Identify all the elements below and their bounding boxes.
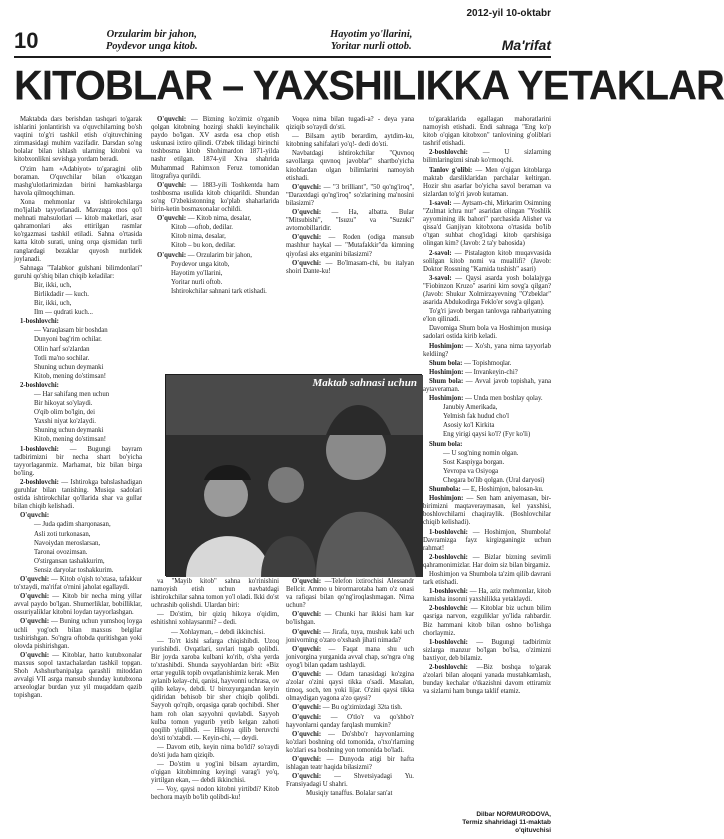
- paragraph: Shum bola: — Topishmoqlar.: [429, 359, 512, 367]
- paragraph: Hoshimjon va Shumbola ta'zim qilib davrani tark etishadi.: [423, 570, 551, 587]
- paragraph: O'qib olim bo'lgin, dei: [34, 409, 95, 417]
- paragraph: O'quvchi: — Do'shbo'r hayvonlarning ko'zlari boshning old tomonida, o'txo'rlarning ko'zlari esa boshning yon tomonida bo'ladi.: [286, 730, 414, 754]
- paragraph: — Har sahifang men uchun: [34, 391, 110, 398]
- paragraph: 2-boshlovchi: — Bizlar bizning sevimli qahramonimizlar. Har doim siz bilan birgamiz.: [423, 553, 551, 569]
- motto-right: [281, 29, 461, 53]
- paragraph: Yevropa va Osiyoga: [443, 467, 499, 475]
- paragraph: O'quvchi: — Jirafa, tuya, mushuk kabi uch jonivorning o'zaro o'xshash jihati nimada?: [286, 628, 414, 644]
- paragraph: Hoshimjon: — Unda men boshlay qolay.: [429, 395, 543, 403]
- paragraph: 2-boshlovchi: — U sizlarning bilimlaringizni sinab ko'rmoqchi.: [423, 149, 551, 165]
- article-title: KITOBLAR – YAXSHILIKKA YETAKLAR: [14, 62, 724, 110]
- article-photo: [165, 374, 422, 576]
- paragraph: O'quvchi: — Orzularim bir jahon,: [157, 251, 252, 259]
- paragraph: O'quvchi: — Kitob bir necha ming yillar avval paydo bo'lgan. Shumerliklar, bobilliklar, ossuriyaliklar kitobni loydan tayyorlashgan.: [14, 593, 142, 617]
- page-header: [14, 22, 551, 58]
- paragraph: 1-boshlovchi:: [20, 318, 59, 326]
- photo-caption: Maktab sahnasi uchun: [312, 377, 417, 389]
- paragraph: Kitob, mening do'stimsan!: [34, 372, 107, 380]
- column-3-bottom: [286, 578, 414, 817]
- paragraph: O'quvchi: — Bizning ko'zimiz o'rganib qolgan kitobning hozirgi shakli keyinchalik paydo bo'lgan. XV asrda esa chop etish uskunasi ixtiro qilindi. O'zbek tilidagi birinchi toshbosma kitob Shohimardon 1871-yilda nashr etilgan. 1874-yil Xiva shahrida Muhammad Rahimxon Feruz tomonidan litografiya qurildi.: [151, 116, 279, 180]
- paragraph: 1-boshlovchi: — Bugungi tadbirimiz sizlarga manzur bo'lgan bo'lsa, o'zimizni baxtiyor, deb bilamiz.: [423, 638, 551, 662]
- paragraph: 1-boshlovchi: — Bugungi bayram tadbirimizni bir necha shart bo'yicha tayyorlaganmiz. Marhamat, biz bilan birga bo'ling.: [14, 445, 142, 477]
- paragraph: 2-boshlovchi:: [20, 381, 59, 389]
- column-4: [423, 116, 551, 817]
- motto-left-line-2: Poydevor unga kitob.: [105, 41, 198, 52]
- paragraph: O'quvchi: — O'tlo'r va qo'shbo'r hayvonlarni qanday farqlash mumkin?: [286, 713, 414, 729]
- paragraph: Yaxshi niyat ko'zlaydi.: [34, 418, 96, 426]
- paragraph: 2-boshlovchi: —Biz boshqa to'garak a'zolari bilan aloqani yanada mustahkamlash, bunday kechalar o'tkazishni davom ettiramiz va sizlarni ham bunga taklif etamiz.: [423, 664, 551, 696]
- paragraph: Eng yirigi qaysi ko'l? (Fyr ko'li): [443, 431, 531, 439]
- photo-illustration: [166, 375, 423, 577]
- column-1: [14, 116, 142, 817]
- paragraph: — Davom etib, keyin nima bo'ldi? so'raydi do'sti juda ham qiziqib.: [151, 743, 279, 759]
- paragraph: Shuning uchun deymanki: [34, 427, 104, 435]
- paragraph: Ilm — qudrati kuch...: [34, 309, 93, 317]
- paragraph: Birlikdadir — kuch.: [34, 290, 89, 298]
- paragraph: va "Mayib kitob" sahna ko'rinishini namoyish etish uchun navbatdagi ishtirokchilar sahna tomon yo'l oladi. Ikki do'st uchrashib qolishdi. Ulardan biri:: [151, 578, 279, 610]
- paragraph: — Xohlayman, – debdi ikkinchisi.: [171, 628, 266, 636]
- column-3-top: [286, 116, 414, 372]
- paragraph: O'quvchi: — Kitob o'qish to'xtasa, tafakkur to'xtaydi, ma'rifat o'rnini jaholat egallaydi.: [14, 575, 142, 592]
- paragraph: 2-boshlovchi: — Ishtirokga bahslashadigan guruhlar bilan tanishing. Musiqa sadolari ostida ishtirokchilar qo'llarida shar va gullar bilan chiqib kelishadi.: [14, 478, 142, 511]
- paragraph: Kitob – bu kon, dedilar.: [171, 242, 236, 250]
- paragraph: Dunyoni bag'rim ochilar.: [34, 336, 102, 344]
- paragraph: 1-boshlovchi: — Hoshimjon, Shumbola! Davramizga fayz kirgizganingiz uchun rahmat!: [423, 528, 551, 552]
- page-number: 10: [14, 28, 39, 53]
- paragraph: Sost Kaspiyga borgan.: [443, 458, 505, 466]
- paragraph: Chegara bo'lib qolgan. (Ural daryosi): [443, 476, 545, 484]
- author-signature: [423, 811, 551, 835]
- author-role: o'qituvchisi: [515, 827, 551, 834]
- paragraph: O'quvchi: — Bu og'zimizdagi 32ta tish.: [292, 704, 403, 712]
- paragraph: O'quvchi: — Dunyoda atigi bir hafta ishlagan teatr haqida bilasizmi?: [286, 755, 414, 772]
- paragraph: — Juda qadim sharqonasan,: [34, 521, 111, 529]
- paragraph: — Bilsam aytib berardim, aytdim-ku, kitobning sahifalari yo'q!- dedi do'sti.: [286, 133, 414, 149]
- paragraph: O'zim ham «Adabiyot» to'garagini olib boraman. O'quvchilar bilan o'tkazgan mashg'ulotlarimizdan birini hamkasblarga havola qilmoqchiman.: [14, 165, 142, 197]
- paragraph: Kitob —oftob, dedilar.: [171, 224, 233, 232]
- paragraph: — To'rt kishi safarga chiqishibdi. Uzoq yurishibdi. Ovqatlari, suvlari tugab qolibdi. Bir joyda xaroba kulbani ko'rib, o'sha yerda to'xtashibdi. Shunda sayyohlardan biri: «Biz ertar yegulik topib ovqatlanishimiz kerak. Men aylanib kelay-chi, qanisi, hayvonni uchrasa, ov qilib kelay», debdi. U birozyurgandan keyin qidiridan behisob bir sher chiqib qolibdi. Sayyoh qo'rqib, orqasiga qarab qochibdi. Sher ham roh olan sayyohni quvlabdi. Sayyoh kulba tomon yugurib yetib kelgan zahoti qoqilib yiqilibdi. — Hikoya qilib beruvchi do'sti to'xtabdi. — Keyin-chi, — deydi.: [151, 637, 279, 742]
- motto-right-line-2: Yoritar nurli ottob.: [330, 41, 412, 52]
- paragraph: Bir hikoyat so'ylaydi.: [34, 400, 93, 408]
- paragraph: Ishtirokchilar sahnani tark etishadi.: [171, 287, 267, 295]
- paragraph: Yoritar nurli oftob.: [171, 278, 223, 286]
- paragraph: Shuning uchun deymanki: [34, 363, 104, 371]
- header-motto: [42, 29, 481, 56]
- column-2-top: [151, 116, 279, 372]
- paragraph: O'quvchi:: [20, 512, 50, 520]
- paragraph: O'stirgansan tashakkurim,: [34, 557, 105, 565]
- paragraph: 3-savol: — Qaysi asarda yosh bolalajyga "Fiobinzon Kruzo" asarini kim sovg'a qilgan? (Javob: Shukur Xolmirzayevning "O'zbeklar" asarida Abdukodirga Feklo'er sovg'a qilgan).: [423, 274, 551, 307]
- paragraph: Kitob, mening do'stimsan!: [34, 436, 107, 444]
- paragraph: — Do'stim u yog'ini bilsam aytardim, o'qigan kitobimning keyingi varag'i yo'q, yirtilgan ekan, — debdi ikkinchisi.: [151, 761, 279, 785]
- paragraph: O'quvchi: — Buning uchun yumshoq loyga uchli yog'och bilan maxsus belgilar tushirishgan. So'ngra oftobda quritishgan yoki olovda pishirishgan.: [14, 618, 142, 650]
- paragraph: Kitob nima, desalar,: [171, 233, 226, 241]
- paragraph: O'quvchi: — Kitob nima, desalar,: [157, 215, 252, 223]
- paragraph: Taronai ovozimsan.: [34, 548, 88, 556]
- paragraph: O'quvchi: — "3 brilliant", "50 qo'ng'iroq", "Daraxtdagi qo'ng'iroq" so'zlarining ma'nosini bilasizmi?: [286, 183, 414, 207]
- paragraph: Janubiy Amerikada,: [443, 404, 498, 412]
- paragraph: Bir, ikki, uch,: [34, 281, 72, 289]
- motto-right-line-1: Hayotim yo'llarini,: [330, 29, 413, 40]
- paragraph: Asosiy ko'l Kirkita: [443, 422, 495, 430]
- paragraph: To'g'ri javob bergan tanlovga rahbariyatning e'lon qilinadi.: [423, 308, 551, 324]
- paragraph: O'quvchi: — Bo'lmasam-chi, bu italyan shoiri Dante-ku!: [286, 259, 414, 275]
- paragraph: Shumbola: — E, Hoshimjon, balosan-ku.: [429, 486, 544, 494]
- paragraph: Navbatdagi ishtirokchilar "Quvnoq savollarga quvnoq javoblar" shartbo'yicha kitoblardan olgan bilimlarini namoyish etishadi.: [286, 150, 414, 182]
- paragraph: to'garaklarida egallagan mahoratlarini namoyish etishadi. Endi sahnaga "Eng ko'p kitob o'qigan kitobxon" tanlovining g'oliblari tashrif etishadi.: [423, 116, 551, 148]
- author-name: Dilbar NORMURODOVA,: [476, 811, 551, 818]
- paragraph: Bir, ikki, uch,: [34, 300, 72, 308]
- paragraph: Hoshimjon: — Invankeyin-chi?: [429, 368, 518, 376]
- paragraph: Hoshimjon: — Xo'sh, yana nima tayyorlab keldiing?: [423, 342, 551, 358]
- paragraph: Ollin harf so'zlardan: [34, 345, 90, 353]
- paragraph: — Varaqlasam bir boshdan: [34, 327, 108, 335]
- article-body: [14, 116, 551, 817]
- paragraph: O'quvchi: — Shvetsiyadagi Yu. Fransiyadagi U shahri.: [286, 773, 414, 789]
- issue-date: 2012-yil 10-oktabr: [466, 8, 551, 19]
- paragraph: O'quvchi: — 1883-yili Toshkentda ham toshbosma usulida kitob chiqarildi. Shundan so'ng O'zbekistonning ko'plab shaharlarida birin-ketin bosmaxonalar ochildi.: [151, 181, 279, 214]
- paragraph: Yelmish fak hudud cho'l: [443, 413, 510, 421]
- section-name: Ma'rifat: [501, 37, 551, 53]
- paragraph: O'quvchi: — Chunki har ikkisi ham kar bo'lishgan.: [286, 611, 414, 627]
- paragraph: Hayotim yo'llarini,: [171, 269, 223, 277]
- paragraph: — U sog'ning nomin olgan.: [443, 449, 519, 457]
- paragraph: Shum bola: — Avval javob topishah, yana aytaveraman.: [423, 377, 551, 393]
- paragraph: Maktabda dars berishdan tashqari to'garak ishlarini jonlantirish va o'quvchilarning bo'sh vaqtini to'g'ri tashkil etish o'qituvchining zimmasidagi muhim vazifadir. Darsdan so'ng bolalar bilan ishlash ularning kitobni va kitobxonlikni sevishga yordam beradi.: [14, 116, 142, 164]
- paragraph: O'quvchi: — Ha, albatta. Bular "Mitsubishi", "Isuzu" va "Suzuki" avtomobillaridir.: [286, 209, 414, 233]
- paragraph: O'quvchi: — Kitoblar, hatto kutubxonalar maxsus sopol taxtachalardan tashkil topgan. Shoh Ashshurbanipalga qarashli mitoddan avvalgi VII asrga mansub shunday kutubxona arxeologlar burdan yuz yil muqaddam qazib topishgan.: [14, 651, 142, 700]
- paragraph: 1-savol: — Aytsam-chi, Mirkarim Osimning "Zulmat ichra nur" asaridan olingan "Yoshlik ayyomining ilk bahori" parchasida Alisher va qissa'd Ganjiyan kitobxona o'rtasida bo'lib o'tgan suhbat chog'idagi kitob qarshisiga olingan kim? (Javob: 2 ta'y bahosida): [423, 199, 551, 248]
- paragraph: Sensiz daryolar toshakkurim.: [34, 566, 114, 574]
- paragraph: Musiqiy tanaffus. Bolalar san'at: [306, 790, 393, 798]
- motto-left-line-1: Orzularim bir jahon,: [106, 29, 197, 40]
- author-position: Termiz shahridagi 11-maktab: [462, 819, 551, 826]
- paragraph: 1-boshlovchi: — Ha, aziz mehmonlar, kitob kamisha insonni yaxshilikka yetaklaydi.: [423, 588, 551, 604]
- paragraph: — Do'stim, bir qiziq hikoya o'qidim, eshitishni xohlaysanmi? – dedi.: [151, 611, 279, 627]
- motto-left: [62, 29, 242, 53]
- paragraph: 2-boshlovchi: — Kitoblar biz uchun bilim qasriga narvon, ezguliklar yo'lida rahbardir. Biz hammani kitob bilan oshno bo'lishga chorlaymiz.: [423, 605, 551, 637]
- paragraph: Asli zoti turkonasan,: [34, 530, 91, 538]
- paragraph: Poydevor unga kitob,: [171, 260, 230, 268]
- paragraph: Davomiga Shum bola va Hoshimjon musiqa sadolari ostida kirib keladi.: [423, 325, 551, 341]
- paragraph: Sahnaga "Talabkor gulshani bilimdonlari" guruhi qo'shiq bilan chiqib keladilar:: [14, 264, 142, 280]
- paragraph: 2-savol: — Pistalagton kitob muqavvasida solilgan kitob nomi va muallifi? (Javob: Doktor Rossning "Kamida tushish" asari): [423, 249, 551, 273]
- paragraph: O'quvchi: — Roden (odiga mansub mashhur haykal — "Mutafakkir"da kimning qiyofasi aks etganini bilasizmi?: [286, 234, 414, 258]
- paragraph: Navoiydan meroslarsan,: [34, 539, 101, 547]
- paragraph: O'quvchi: — Faqat mana shu uch jonivorgina yurganida avval chap, so'ngra o'ng oyog'i bilan qadam tashlaydi.: [286, 645, 414, 669]
- paragraph: Voqea nima bilan tugadi-a? - deya yana qiziqib so'raydi do'sti.: [286, 116, 414, 132]
- paragraph: O'quvchi: — Odam tanasidagi ko'zgina a'zolar o'zini qaysi tikka o'sadi. Masalan, timoq, soch, ten yoki lijar. O'zini qaysi tikka olmaydigan yagona a'zo qaysi?: [286, 671, 414, 703]
- paragraph: Totli ma'no sochilar.: [34, 354, 90, 362]
- paragraph: Tanlov g'olibi: — Men o'qigan kitoblarga maktab darsliklaridan parchalar keltirgan. Hozir shu asarlar bo'yicha savol beraman va sizlardan to'g'ri javob kutaman.: [423, 166, 551, 198]
- paragraph: — Voy, qaysi nodon kitobni yirtibdi? Kitob bechora mayib bo'lib qolibdi-ku!: [151, 786, 279, 802]
- paragraph: O'quvchi: —Telefon ixtirochisi Alessandr Bellcir. Ammo u birormarotaba ham o'z onasi va rafiqasi bilan qo'ng'iroqlashmagan. Nima uchun?: [286, 578, 414, 610]
- paragraph: Xona mehmonlar va ishtirokchilarga mo'ljallab tayyorlanadi. Mavzuga mos qo'l mehnati mahsulotlari — kitob maketlari, asar qahramonlari aks ettirilgan rasmlar ko'rgazmasi tashkil etiladi. Sahna o'rtasida katta kitob surati, uning orqa qismidan turli ranglardagi bezaklar quyosh nurlidek joylanadi.: [14, 198, 142, 263]
- column-2-bottom: [151, 578, 279, 817]
- paragraph: Shum bola:: [429, 440, 463, 448]
- paragraph: Hoshimjon: — Sen ham aniyemasan, bir-birimizni maqtaveraymasan, kel yaxshisi, boshlovchilarni chaqiraylik. (Boshlovchilar chiqib kelishadi).: [423, 495, 551, 527]
